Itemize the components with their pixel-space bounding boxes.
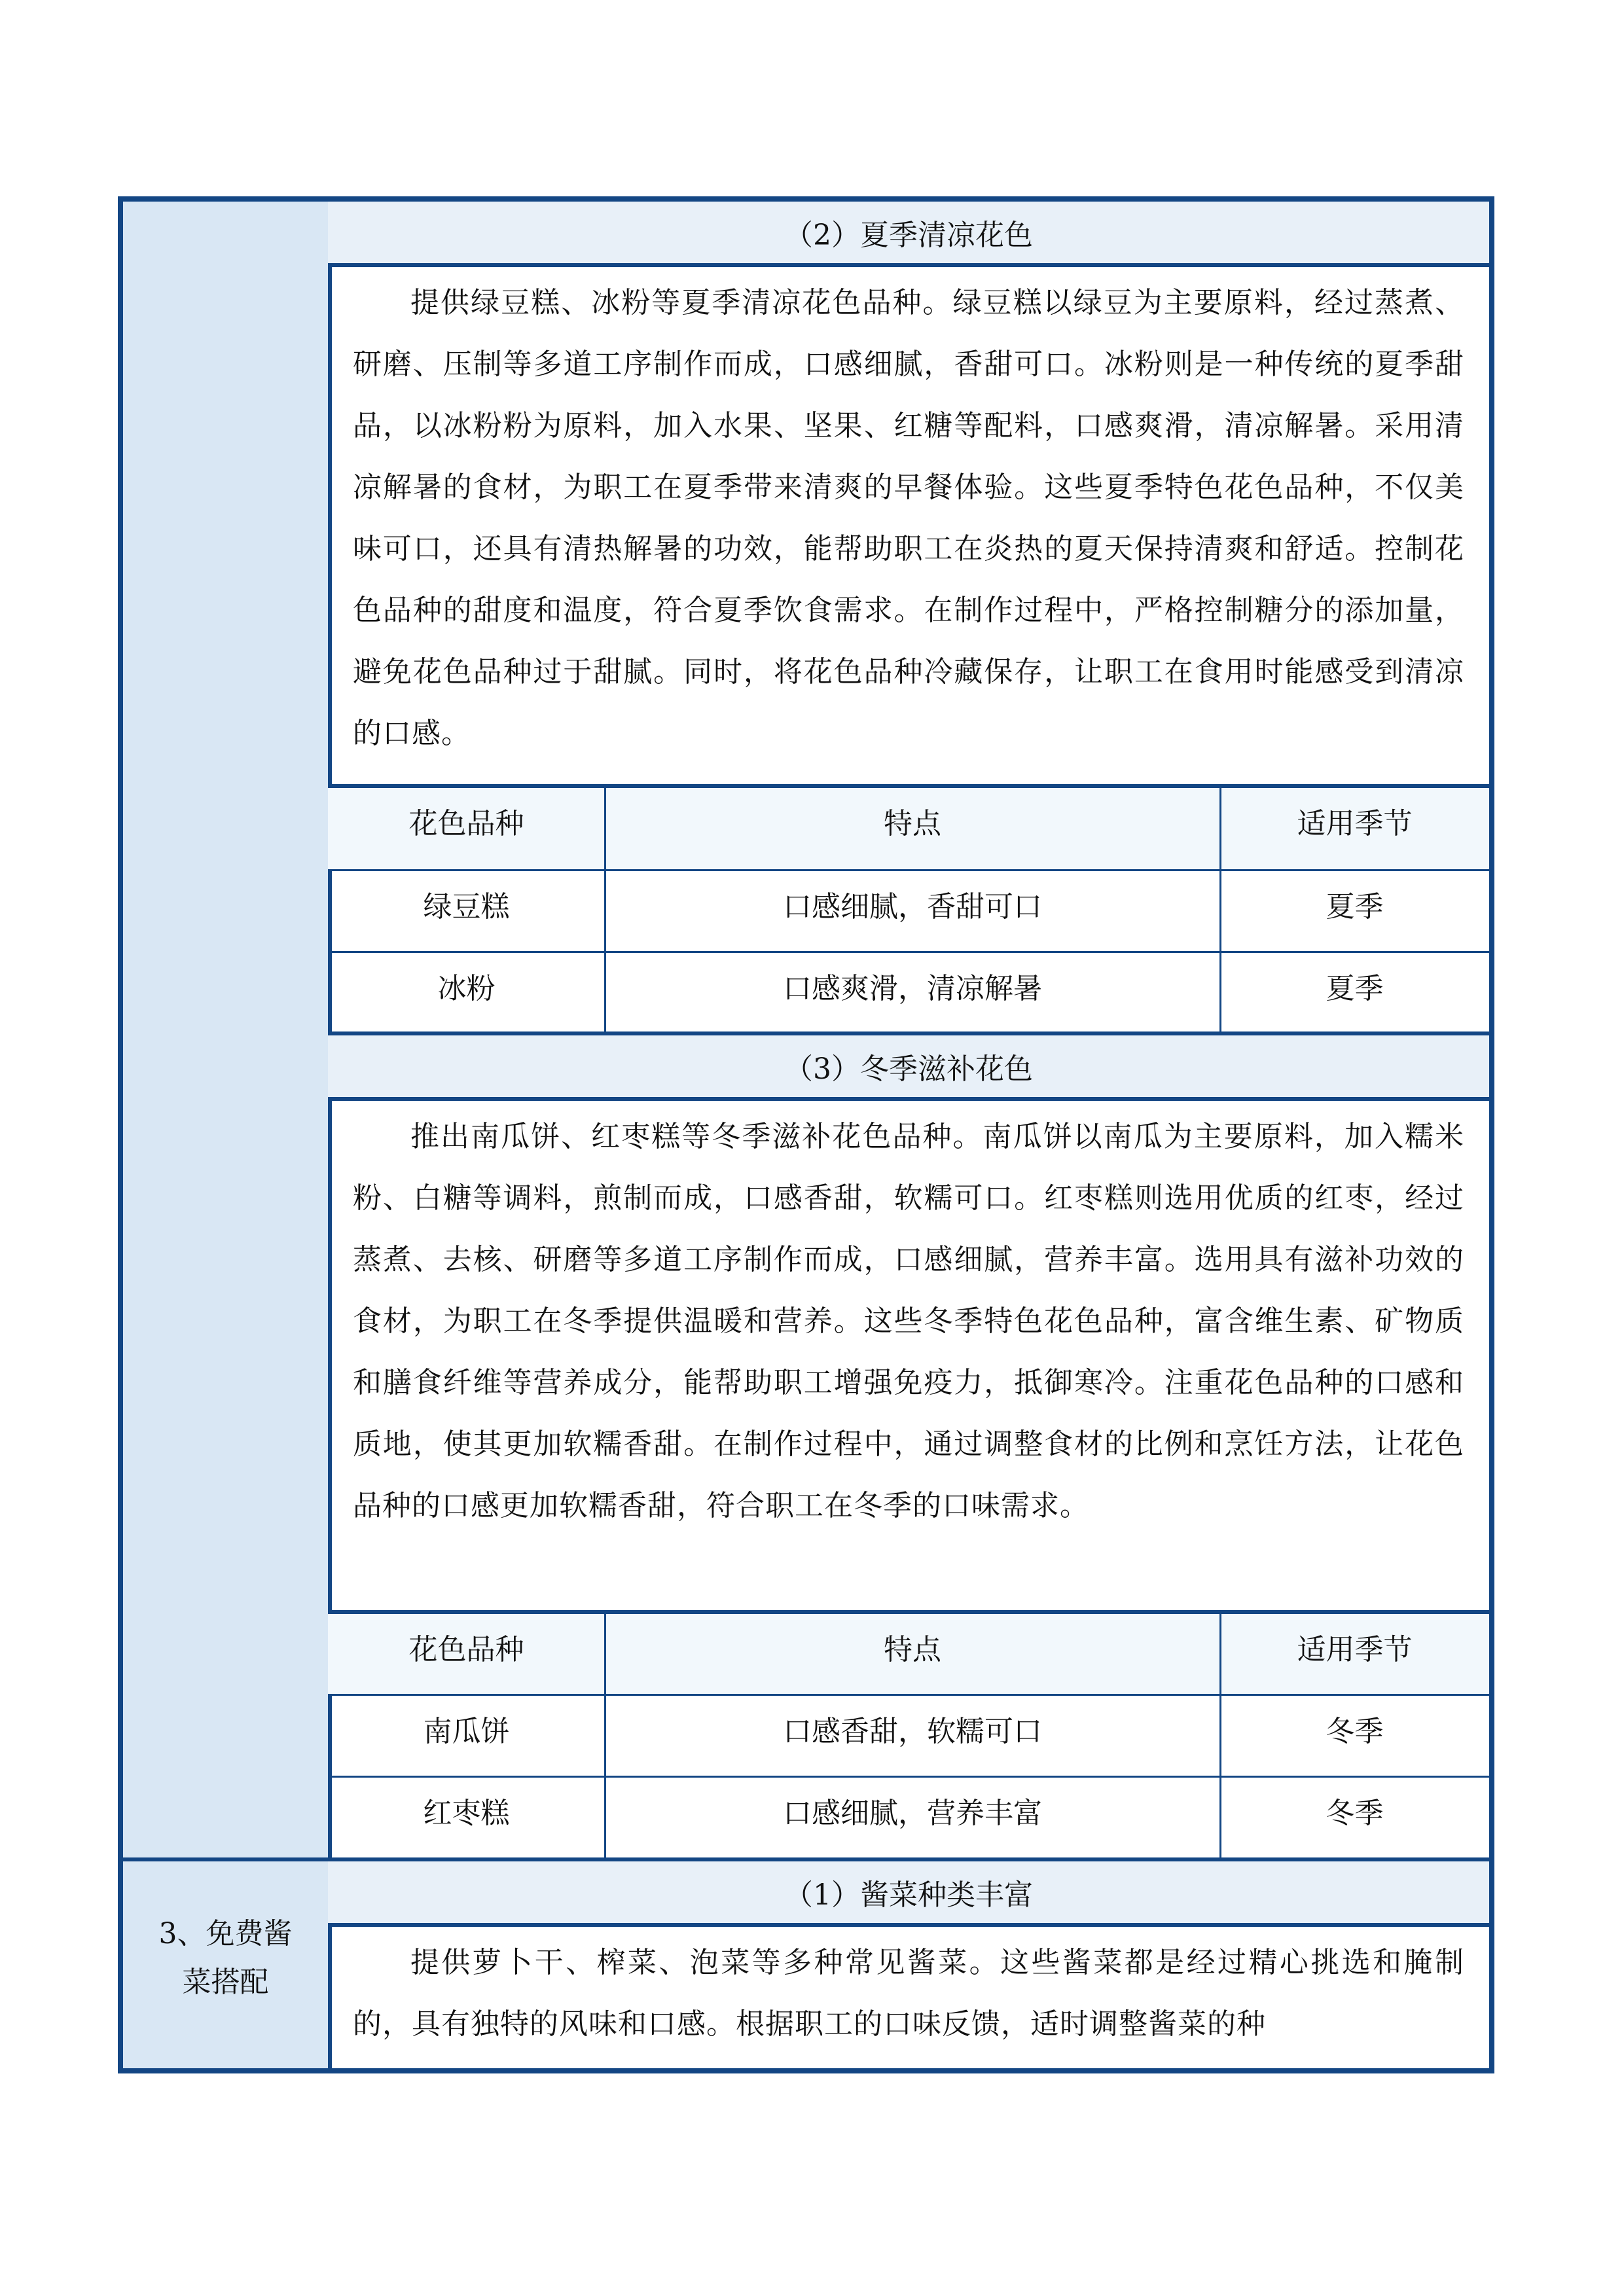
left-label-line2: 菜搭配 (182, 1965, 269, 1999)
table-col-divider (1219, 1614, 1221, 1857)
table-cell-variety: 南瓜饼 (423, 1715, 510, 1748)
content-column (328, 202, 1489, 2068)
table-cell-feature: 口感爽滑，清凉解暑 (783, 972, 1042, 1005)
table-header-variety: 花色品种 (328, 788, 605, 869)
table-cell-feature: 口感细腻，香甜可口 (783, 890, 1042, 924)
table-cell-season: 夏季 (1326, 890, 1384, 924)
table-col-divider (604, 1614, 606, 1857)
document-table (118, 196, 1494, 2073)
table-cell-season: 冬季 (1326, 1797, 1384, 1830)
table-cell-feature: 口感香甜，软糯可口 (783, 1715, 1042, 1748)
table-cell-season: 冬季 (1326, 1715, 1384, 1748)
table-cell-season: 夏季 (1326, 972, 1384, 1005)
table-col-divider (604, 788, 606, 1033)
paragraph-summer: 提供绿豆糕、冰粉等夏季清凉花色品种。绿豆糕以绿豆为主要原料，经过蒸煮、研磨、压制等多道工序制作而成，口感细腻，香甜可口。冰粉则是一种传统的夏季甜品，以冰粉粉为原料，加入水果、坚果、红糖等配料，口感爽滑，清凉解暑。采用清凉解暑的食材，为职工在夏季带来清爽的早餐体验。这些夏季特色花色品种，不仅美味可口，还具有清热解暑的功效，能帮助职工在炎热的夏天保持清爽和舒适。控制花色品种的甜度和温度，符合夏季饮食需求。在制作过程中，严格控制糖分的添加量，避免花色品种过于甜腻。同时，将花色品种冷藏保存，让职工在食用时能感受到清凉的口感。 (353, 286, 1464, 750)
table-header-season: 适用季节 (1220, 788, 1489, 869)
table-header-feature: 特点 (605, 1614, 1220, 1694)
section-heading-sauce (328, 1861, 1489, 1927)
paragraph-winter: 推出南瓜饼、红枣糕等冬季滋补花色品种。南瓜饼以南瓜为主要原料，加入糯米粉、白糖等调料，煎制而成，口感香甜，软糯可口。红枣糕则选用优质的红枣，经过蒸煮、去核、研磨等多道工序制作而成，口感细腻，营养丰富。选用具有滋补功效的食材，为职工在冬季提供温暖和营养。这些冬季特色花色品种，富含维生素、矿物质和膳食纤维等营养成分，能帮助职工增强免疫力，抵御寒冷。注重花色品种的口感和质地，使其更加软糯香甜。在制作过程中，通过调整食材的比例和烹饪方法，让花色品种的口感更加软糯香甜，符合职工在冬季的口味需求。 (353, 1120, 1464, 1522)
table-col-divider (1219, 788, 1221, 1033)
table-cell-feature: 口感细腻，营养丰富 (783, 1797, 1042, 1830)
table-cell-variety: 红枣糕 (423, 1797, 510, 1830)
left-label-cell-continuation (123, 202, 332, 1857)
section-heading-winter-text: （3）冬季滋补花色 (784, 1052, 1033, 1086)
left-label-line1: 3、免费酱 (158, 1917, 293, 1950)
table-header-feature: 特点 (605, 788, 1220, 869)
section-heading-winter (328, 1035, 1489, 1101)
section-heading-summer (328, 202, 1489, 267)
section-heading-summer-text: （2）夏季清凉花色 (784, 219, 1033, 252)
paragraph-sauce: 提供萝卜干、榨菜、泡菜等多种常见酱菜。这些酱菜都是经过精心挑选和腌制的，具有独特的风味和口感。根据职工的口味反馈，适时调整酱菜的种 (353, 1946, 1464, 2041)
table-header-season: 适用季节 (1220, 1614, 1489, 1694)
table-cell-variety: 绿豆糕 (423, 890, 510, 924)
table-cell-variety: 冰粉 (437, 972, 496, 1005)
left-label-cell-sauce (123, 1861, 332, 2068)
section-heading-sauce-text: （1）酱菜种类丰富 (784, 1878, 1033, 1912)
table-header-variety: 花色品种 (328, 1614, 605, 1694)
